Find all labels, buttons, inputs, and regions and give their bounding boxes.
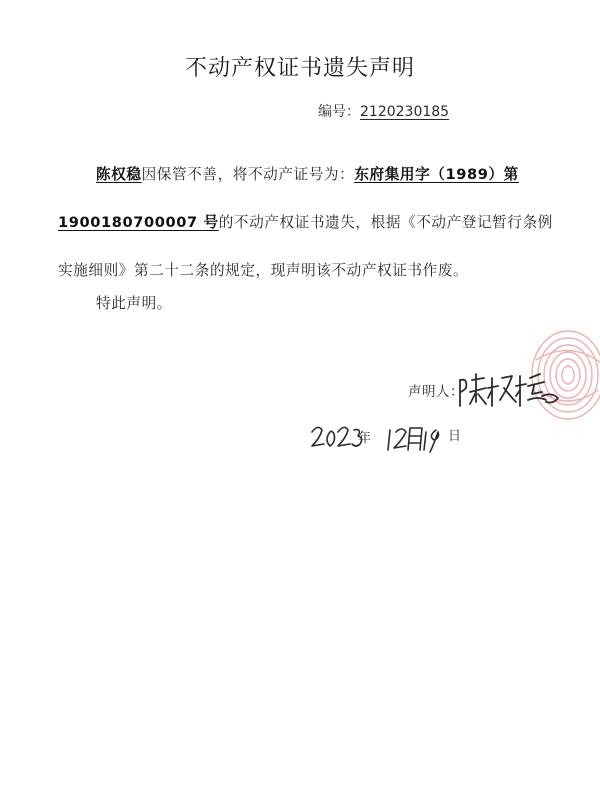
handwritten-signature [454, 366, 564, 410]
paragraph-line-2-text: 的不动产权证书遗失，根据《不动产登记暂行条例 [218, 214, 553, 231]
document-number-value: 2120230185 [360, 104, 450, 120]
document-number-label: 编号： [318, 104, 360, 120]
paragraph-line-3: 实施细则》第二十二条的规定，现声明该不动产权证书作废。 [58, 262, 469, 279]
document-title: 不动产权证书遗失声明 [184, 56, 415, 81]
certificate-number-part-2: 1900180700007 号 [58, 214, 219, 231]
paragraph-line-1 [96, 163, 519, 184]
closing-statement: 特此声明。 [96, 295, 172, 312]
date-year-unit: 年 [358, 431, 372, 446]
certificate-number-part-1: 东府集用字（1989）第 [354, 166, 519, 183]
document-number [318, 101, 449, 121]
paragraph-line-2 [58, 211, 553, 232]
date-day-unit: 日 [448, 429, 462, 444]
paragraph-line-1-text: 因保管不善，将不动产证号为： [141, 166, 355, 183]
handwritten-date [310, 420, 470, 456]
declarant-name: 陈权稳 [96, 166, 142, 183]
signature-label: 声明人： [408, 384, 464, 400]
